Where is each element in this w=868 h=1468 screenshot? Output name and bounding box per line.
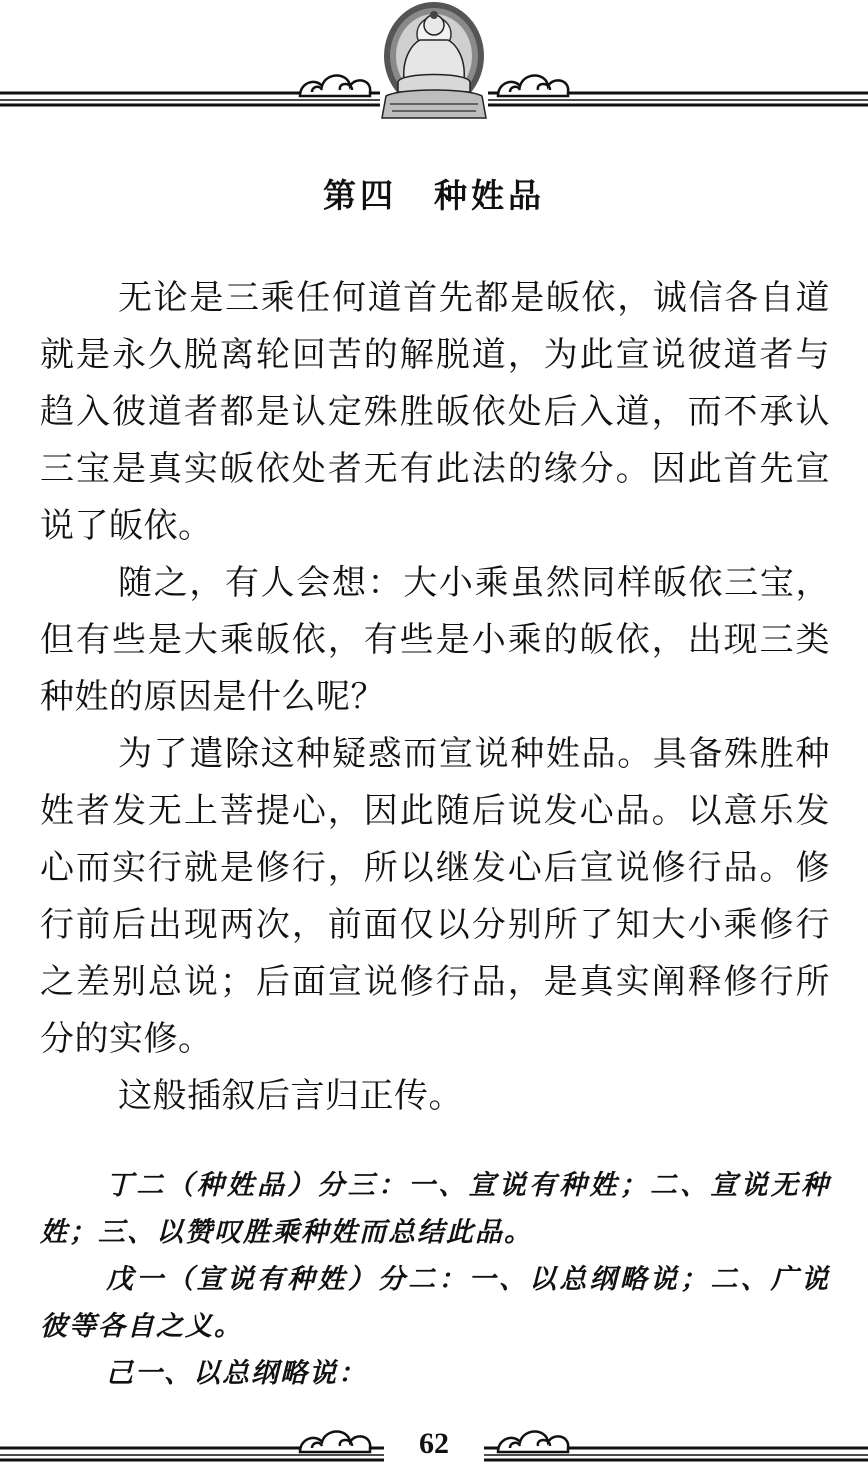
body-paragraph: 这般插叙后言归正传。 bbox=[118, 1076, 463, 1116]
cloud-scroll-right-icon bbox=[498, 1432, 568, 1453]
body-paragraph: 随之，有人会想：大小乘虽然同样皈依三宝，但有些是大乘皈依，有些是小乘的皈依，出现三类种姓的原因是什么呢？ bbox=[40, 563, 830, 717]
body-paragraph: 为了遣除这种疑惑而宣说种姓品。具备殊胜种姓者发无上菩提心，因此随后说发心品。以意乐发心而实行就是修行，所以继发心后宣说修行品。修行前后出现两次，前面仅以分别所了知大小乘修行之差别总说；后面宣说修行品，是真实阐释修行所分的实修。 bbox=[40, 734, 830, 1059]
outline-item: 丁二（种姓品）分三：一、宣说有种姓；二、宣说无种姓；三、以赞叹胜乘种姓而总结此品。 bbox=[40, 1170, 830, 1248]
section-outline bbox=[40, 1162, 830, 1397]
cloud-scroll-left-icon bbox=[300, 1432, 370, 1453]
page-number: 62 bbox=[384, 1424, 484, 1464]
outline-item: 己一、以总纲略说： bbox=[106, 1358, 367, 1389]
main-body bbox=[40, 270, 830, 1125]
page-header-ornament bbox=[0, 0, 868, 125]
chapter-title: 第四 种姓品 bbox=[323, 176, 545, 215]
body-paragraph: 无论是三乘任何道首先都是皈依，诚信各自道就是永久脱离轮回苦的解脱道，为此宣说彼道者与趋入彼道者都是认定殊胜皈依处后入道，而不承认三宝是真实皈依处者无有此法的缘分。因此首先宣说了皈依。 bbox=[40, 278, 830, 546]
seated-buddha-icon bbox=[380, 0, 488, 122]
cloud-scroll-left-icon bbox=[300, 76, 370, 97]
cloud-scroll-right-icon bbox=[498, 76, 568, 97]
outline-item: 戊一（宣说有种姓）分二：一、以总纲略说；二、广说彼等各自之义。 bbox=[40, 1264, 830, 1342]
